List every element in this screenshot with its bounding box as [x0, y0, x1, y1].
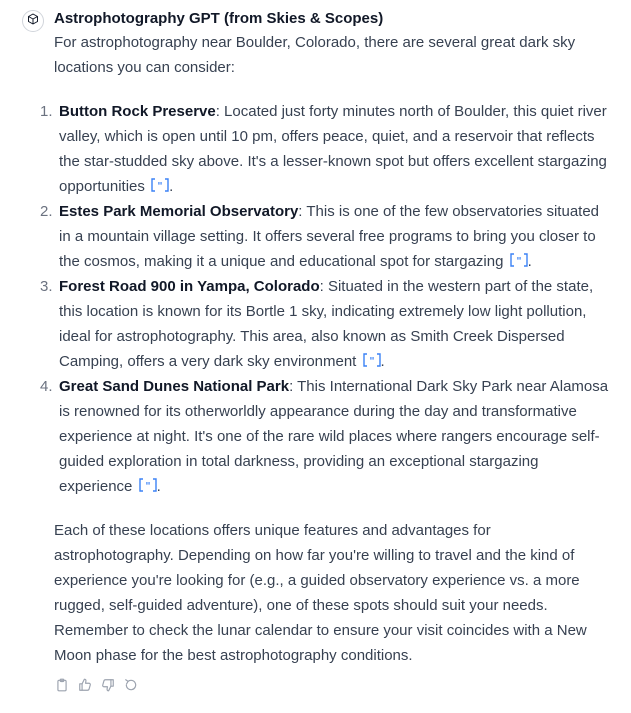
location-name: Button Rock Preserve	[59, 103, 216, 120]
citation-icon[interactable]	[139, 478, 157, 492]
list-number: 2.	[40, 203, 53, 220]
svg-text:": "	[157, 181, 163, 193]
svg-text:": "	[516, 256, 522, 268]
location-description: : This International Dark Sky Park near Alamosa is renowned for its otherworldly appearance during the day and transformative experience at night. It's one of the rare wild places where rangers encourage self-guided exploration in total darkness, providing an exceptional stargazing experience	[59, 378, 609, 495]
sentence-end: .	[169, 178, 174, 195]
list-item	[40, 274, 609, 374]
regenerate-icon[interactable]	[123, 677, 139, 693]
location-description: : Situated in the western part of the state, this location is known for its Bortle 1 sky, indicating extremely low light pollution, ideal for astrophotography. This area, also known as Smith Creek Dispersed Camping, offers a very dark sky environment	[59, 278, 594, 370]
citation-icon[interactable]	[510, 253, 528, 267]
sentence-end: .	[380, 353, 385, 370]
thumbs-up-icon[interactable]	[77, 677, 93, 693]
svg-text:": "	[144, 481, 151, 493]
sentence-end: .	[156, 478, 161, 495]
location-name: Great Sand Dunes National Park	[59, 378, 290, 395]
author-name: Astrophotography GPT (from Skies & Scopes)	[54, 10, 384, 27]
list-number: 3.	[40, 278, 53, 295]
location-description: : This is one of the few observatories situated in a mountain village setting. It offers several free programs to bring you closer to the cosmos, making it a unique and educational spot for stargazing	[59, 203, 600, 270]
list-item	[40, 374, 609, 499]
location-description: : Located just forty minutes north of Boulder, this quiet river valley, which is open until 10 pm, offers peace, quiet, and a reservoir that reflects the star-studded sky above. It's a lesser-known spot but offers excellent stargazing opportunities	[59, 103, 607, 195]
svg-text:": "	[368, 356, 375, 368]
thumbs-down-icon[interactable]	[100, 677, 116, 693]
citation-icon[interactable]	[151, 178, 169, 192]
locations-list	[40, 99, 609, 499]
closing-paragraph: Each of these locations offers unique features and advantages for astrophotography. Depending on how far you're willing to travel and the kind of experience you're looking for (e.g., a guided observatory experience vs. a more rugged, self-guided adventure), one of these spots should suit your needs. Remember to check the lunar calendar to ensure your visit coincides with a New Moon phase for the best astrophotography conditions.	[54, 522, 587, 664]
location-name: Forest Road 900 in Yampa, Colorado	[59, 278, 320, 295]
gpt-avatar	[22, 10, 44, 32]
list-number: 1.	[40, 103, 53, 120]
message-content	[40, 30, 609, 668]
list-number: 4.	[40, 378, 53, 395]
cube-icon	[27, 12, 39, 30]
intro-paragraph: For astrophotography near Boulder, Colorado, there are several great dark sky locations you can consider:	[54, 34, 576, 76]
list-item	[40, 199, 609, 274]
location-name: Estes Park Memorial Observatory	[59, 203, 299, 220]
sentence-end: .	[527, 253, 532, 270]
message-actions	[54, 677, 139, 693]
list-item	[40, 99, 609, 199]
copy-icon[interactable]	[54, 677, 70, 693]
citation-icon[interactable]	[363, 353, 381, 367]
